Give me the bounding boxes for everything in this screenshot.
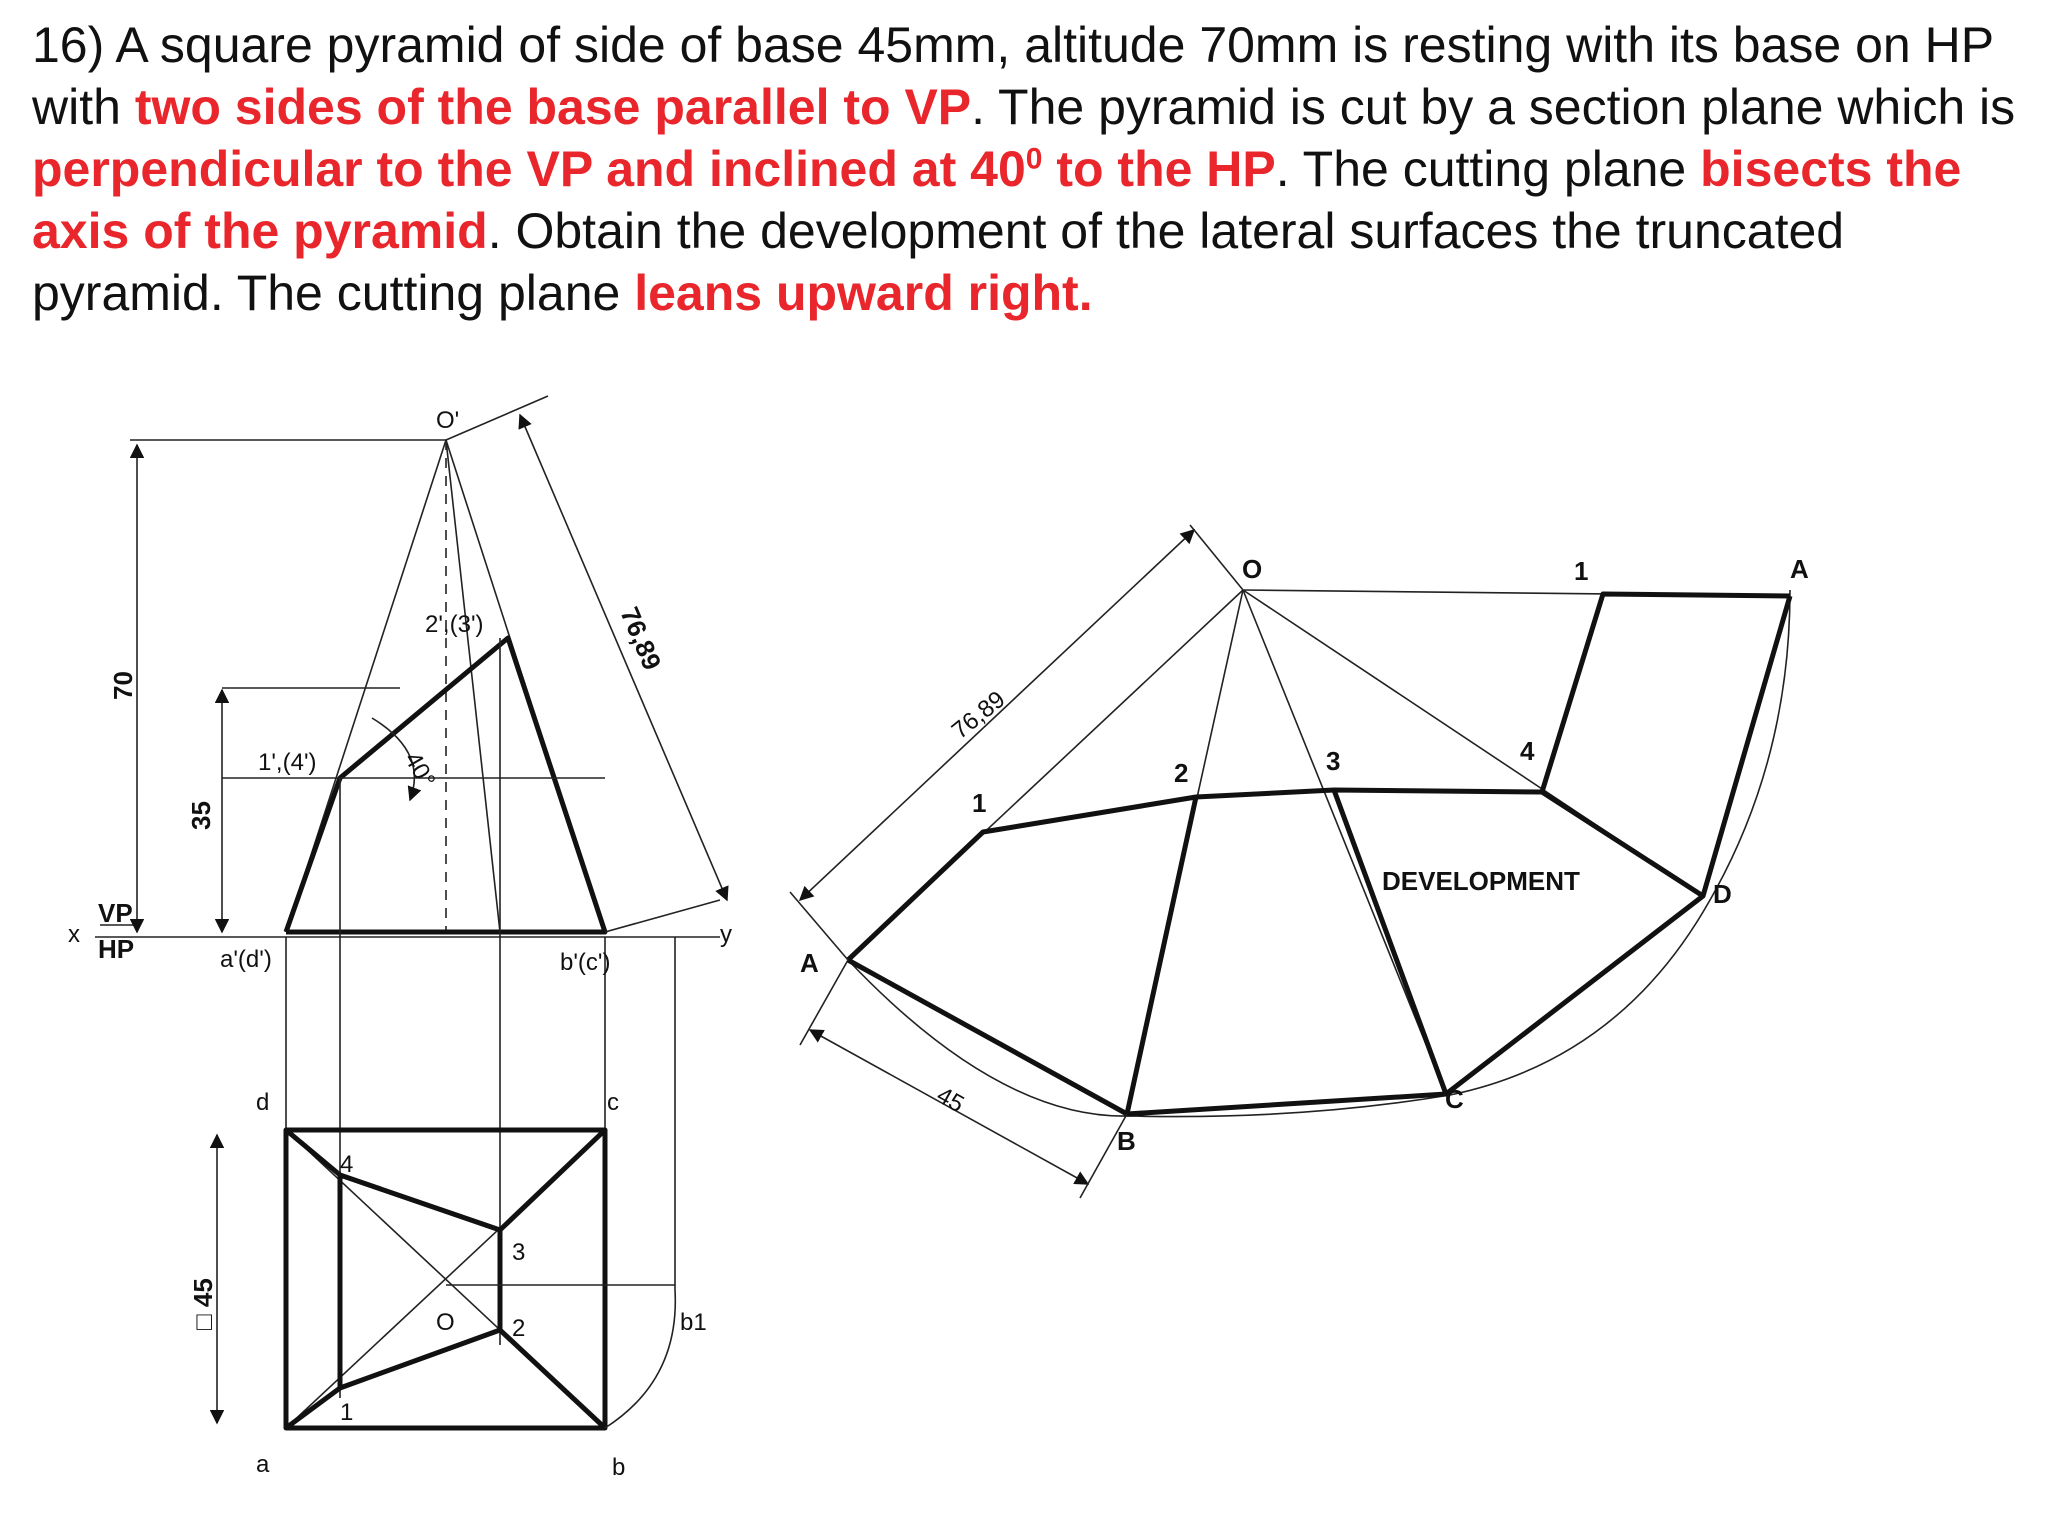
development-view	[790, 525, 1809, 1198]
dev-dim-slant-label: 76,89	[946, 685, 1011, 745]
problem-seg-4: 0	[1025, 142, 1043, 176]
top-corner-a	[286, 1388, 340, 1428]
top-label-center: O	[436, 1309, 455, 1336]
ref-x-label: x	[68, 921, 80, 948]
top-label-2: 2	[512, 1315, 526, 1342]
top-corner-c	[500, 1130, 605, 1230]
top-corner-d	[286, 1130, 340, 1175]
dev-label-A1: A	[800, 948, 819, 978]
dim-70-label: 70	[108, 671, 138, 700]
base-right-label: b'(c')	[560, 949, 611, 976]
dev-label-4: 4	[1520, 736, 1535, 766]
dim-slant-line	[520, 415, 727, 900]
dim-35-label: 35	[186, 801, 216, 830]
problem-seg-0: A square pyramid of side of base 45mm, altitude 70mm is resting with its base on HP with	[32, 17, 1994, 135]
dev-dim-slant-ext-2	[790, 892, 848, 960]
top-view	[188, 1089, 707, 1481]
dev-label-3: 3	[1326, 746, 1341, 776]
dim-slant-label-front: 76,89	[614, 602, 668, 675]
dev-edge-A2	[1542, 594, 1790, 792]
dev-label-A2: A	[1790, 554, 1809, 584]
top-label-3: 3	[512, 1239, 526, 1266]
dev-label-B: B	[1117, 1126, 1136, 1156]
front-view	[68, 396, 732, 1398]
dim-45-label: □ 45	[188, 1278, 218, 1330]
dim-slant-ext-top	[446, 396, 548, 440]
top-label-b1: b1	[680, 1309, 707, 1336]
dev-label-C: C	[1445, 1084, 1464, 1114]
dev-dim-slant-ext	[1190, 525, 1243, 590]
top-label-c: c	[607, 1089, 619, 1116]
top-label-4: 4	[340, 1151, 354, 1178]
top-label-b: b	[612, 1454, 626, 1481]
problem-seg-9: leans upward right.	[634, 265, 1093, 321]
problem-seg-5: to the HP	[1042, 141, 1276, 197]
vp-label: VP	[98, 898, 133, 928]
problem-seg-1: two sides of the base parallel to VP	[134, 79, 972, 135]
problem-seg-6: . The cutting plane	[1275, 141, 1701, 197]
dev-edge-B	[1127, 797, 1196, 1114]
dim-slant-ext-bottom	[605, 900, 720, 932]
top-label-a: a	[256, 1451, 270, 1478]
top-corner-b	[500, 1330, 605, 1428]
hp-label: HP	[98, 934, 135, 964]
ref-y-label: y	[720, 921, 732, 948]
dev-apex-label: O	[1242, 554, 1263, 584]
dev-dim-45-label: 45	[932, 1081, 969, 1119]
dev-label-D: D	[1713, 879, 1732, 909]
base-left-label: a'(d')	[220, 946, 272, 973]
problem-seg-8: . Obtain the development of the lateral surfaces the truncated pyramid. The cutting plane	[32, 203, 1845, 321]
dev-label-1a: 1	[972, 788, 987, 818]
development-title: DEVELOPMENT	[1382, 866, 1580, 896]
angle-label: 40°	[398, 747, 441, 793]
top-label-d: d	[256, 1089, 270, 1116]
problem-seg-3: perpendicular to the VP and inclined at 40	[32, 141, 1026, 197]
dev-label-2: 2	[1174, 758, 1189, 788]
b-rotation-arc	[605, 1290, 675, 1428]
problem-seg-2: . The pyramid is cut by a section plane which is	[971, 79, 2016, 135]
development-base-chain	[848, 596, 1790, 1114]
dev-label-1b: 1	[1574, 556, 1589, 586]
problem-seg-7: bisects the axis of the pyramid	[32, 141, 1962, 259]
apex-label-front: O'	[436, 407, 460, 434]
problem-number: 16)	[32, 17, 116, 73]
point-1-4-front: 1',(4')	[258, 749, 317, 776]
top-label-1: 1	[340, 1399, 354, 1426]
point-2-3-front: 2',(3')	[425, 611, 484, 638]
dev-edge-C	[1334, 790, 1446, 1094]
